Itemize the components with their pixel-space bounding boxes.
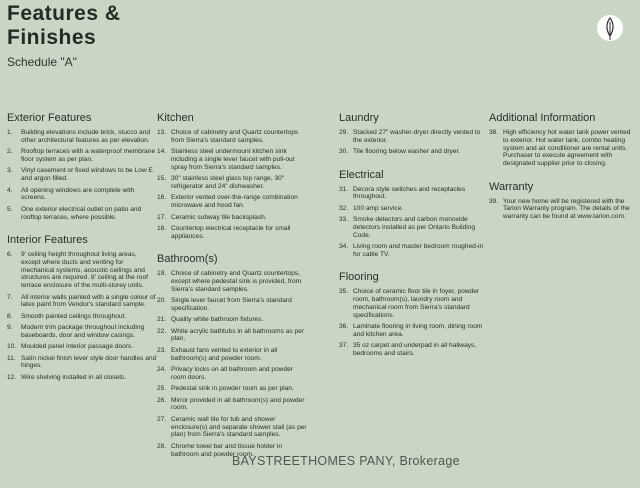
warranty-list: [489, 198, 637, 221]
item-text: 9' ceiling height throughout living areas, except where ducts and venting for mechanical systems, acoustic ceilings and structures are required. 8' ceiling at the roof terrace enclosure of the multi-storey units.: [21, 250, 148, 290]
item-text: Ceramic subway tile backsplash.: [171, 213, 267, 221]
list-item: [489, 129, 637, 168]
item-text: 35 oz carpet and underpad in all hallways, bedrooms and stairs.: [353, 342, 477, 358]
interior-list: [7, 251, 157, 382]
item-text: 100 amp service.: [353, 204, 404, 212]
title-line-1: Features &: [7, 2, 121, 25]
item-number: 35.: [339, 288, 349, 296]
list-item: [157, 194, 307, 210]
list-item: [157, 175, 307, 191]
item-text: All interior walls painted with a single colour of latex paint from Vendor's standard sample.: [21, 293, 156, 309]
flooring-list: [339, 288, 484, 358]
item-number: 38.: [489, 129, 499, 136]
list-item: [157, 347, 307, 363]
column-2: [157, 112, 307, 462]
list-item: [7, 343, 157, 351]
list-item: [7, 167, 157, 183]
item-text: Satin nickel finish lever style door handles and hinges.: [21, 354, 157, 370]
section-title-additional: Additional Information: [489, 112, 596, 124]
item-text: High efficiency hot water tank power vented to exterior. Hot water tank, combo heating system and air conditioner are rental units. Purchaser to execute agreement with designated supplier prior to closing.: [503, 129, 631, 168]
section-title-electrical: Electrical: [339, 168, 384, 181]
item-text: 30" stainless steel glass top range, 30" refrigerator and 24" dishwasher.: [171, 175, 285, 190]
list-item: [157, 328, 307, 344]
title-line-2: Finishes: [7, 26, 97, 49]
item-number: 30.: [339, 148, 349, 156]
item-text: Smoke detectors and carbon monoxide detectors installed as per Ontario Building Code.: [353, 216, 476, 239]
item-number: 36.: [339, 323, 349, 331]
item-number: 18.: [157, 224, 167, 232]
list-item: [7, 148, 157, 164]
section-title-kitchen: Kitchen: [157, 112, 194, 124]
list-item: [339, 342, 484, 358]
list-item: [157, 416, 307, 439]
laundry-list: [339, 129, 484, 156]
item-text: Building elevations include brick, stucco and other architectural features as per elevation.: [21, 129, 151, 144]
item-number: 22.: [157, 327, 167, 335]
item-text: Modern trim package throughout including baseboards, door and window casings.: [21, 324, 145, 339]
list-item: [7, 294, 157, 310]
section-title-interior: Interior Features: [7, 233, 88, 246]
list-item: [157, 214, 307, 222]
item-number: 14.: [157, 148, 167, 156]
item-text: White acrylic bathtubs in all bathrooms as per plan.: [171, 327, 305, 343]
list-item: [157, 385, 307, 393]
item-number: 23.: [157, 346, 167, 354]
item-number: 11.: [7, 354, 16, 362]
item-number: 29.: [339, 129, 349, 136]
item-number: 34.: [339, 243, 349, 251]
list-item: [7, 187, 157, 203]
item-text: Smooth painted ceilings throughout.: [21, 312, 127, 320]
item-number: 39.: [489, 197, 499, 205]
item-number: 12.: [7, 373, 17, 381]
list-item: [157, 270, 307, 293]
kitchen-list: [157, 129, 307, 241]
item-number: 3.: [7, 167, 13, 175]
section-title-exterior: Exterior Features: [7, 112, 92, 124]
item-text: Stacked 27" washer-dryer directly vented to the exterior.: [353, 129, 481, 144]
list-item: [7, 374, 157, 382]
item-text: Vinyl casement or fixed windows to be Low E and argon filled.: [21, 167, 153, 183]
item-number: 4.: [7, 186, 13, 194]
item-number: 21.: [157, 316, 167, 324]
item-text: Pedestal sink in powder room as per plan.: [171, 385, 294, 393]
item-text: Choice of cabinetry and Quartz countertops, except where pedestal sink is provided, from Sierra's standard samples.: [171, 270, 302, 293]
item-number: 37.: [339, 342, 349, 350]
item-number: 15.: [157, 175, 167, 183]
item-number: 19.: [157, 270, 167, 278]
electrical-list: [339, 186, 484, 259]
item-text: Rooftop terraces with a waterproof membrane floor system as per plan.: [21, 148, 156, 163]
item-number: 25.: [157, 385, 167, 393]
list-item: [339, 243, 484, 259]
list-item: [339, 288, 484, 319]
item-text: Ceramic wall tile for tub and shower enclosure(s) and separate shower stall (as per plan) from Sierra's standard samples.: [171, 415, 307, 439]
item-number: 20.: [157, 297, 167, 305]
list-item: [489, 198, 637, 221]
item-number: 33.: [339, 216, 349, 224]
item-number: 26.: [157, 396, 167, 404]
list-item: [157, 129, 307, 145]
list-item: [157, 316, 307, 324]
item-text: Privacy locks on all bathroom and powder room doors.: [171, 366, 294, 381]
item-text: All opening windows are complete with screens.: [21, 186, 135, 202]
list-item: [339, 323, 484, 339]
item-number: 31.: [339, 185, 349, 193]
item-text: Moulded panel interior passage doors.: [21, 343, 134, 351]
column-4: [489, 112, 637, 225]
list-item: [7, 206, 157, 222]
item-number: 28.: [157, 442, 167, 450]
list-item: [339, 129, 484, 145]
list-item: [157, 148, 307, 171]
item-text: Mirror provided in all bathroom(s) and powder room.: [171, 396, 305, 412]
item-text: Countertop electrical receptacle for small appliances.: [171, 224, 291, 240]
list-item: [157, 397, 307, 413]
item-text: Quality white bathroom fixtures.: [171, 316, 264, 324]
item-number: 2.: [7, 148, 13, 156]
list-item: [339, 205, 484, 213]
exterior-list: [7, 129, 157, 221]
item-text: Choice of cabinetry and Quartz countertops from Sierra's standard samples.: [171, 129, 299, 144]
item-text: Stainless steel undermount kitchen sink including a single lever faucet with pull-out spray from Sierra's standard samples.: [171, 148, 295, 171]
item-number: 10.: [7, 343, 17, 351]
item-text: Exterior vented over-the-range combination microwave and hood fan.: [171, 194, 298, 210]
item-number: 7.: [7, 293, 13, 301]
item-number: 6.: [7, 250, 13, 258]
list-item: [7, 355, 157, 371]
list-item: [339, 216, 484, 239]
column-1: [7, 112, 157, 385]
list-item: [7, 324, 157, 340]
list-item: [339, 148, 484, 156]
list-item: [339, 186, 484, 202]
item-text: Living room and master bedroom roughed-in for cable TV.: [353, 243, 484, 258]
item-text: Decora style switches and receptacles throughout.: [353, 185, 466, 201]
additional-list: [489, 129, 637, 168]
item-number: 27.: [157, 415, 167, 423]
item-number: 13.: [157, 129, 167, 136]
item-number: 16.: [157, 194, 167, 202]
list-item: [7, 251, 157, 290]
section-title-warranty: Warranty: [489, 180, 534, 193]
item-text: Laminate flooring in living room, dining room and kitchen area.: [353, 323, 483, 338]
item-text: Your new home will be registered with the Tarion Warranty program. The details of the warranty can be found at www.tarion.com.: [503, 197, 630, 221]
list-item: [157, 225, 307, 241]
item-text: Exhaust fans vented to exterior in all bathroom(s) and powder room.: [171, 346, 278, 362]
item-number: 1.: [7, 129, 13, 136]
page-title: [7, 2, 121, 50]
list-item: [7, 129, 157, 145]
list-item: [157, 297, 307, 313]
item-number: 5.: [7, 205, 13, 213]
item-text: Wire shelving installed in all closets.: [21, 373, 127, 381]
section-title-laundry: Laundry: [339, 112, 379, 124]
item-number: 9.: [7, 324, 13, 332]
page-subtitle: Schedule "A": [7, 55, 77, 69]
section-title-bathrooms: Bathroom(s): [157, 253, 218, 266]
item-number: 8.: [7, 312, 13, 320]
column-3: [339, 112, 484, 361]
list-item: [157, 366, 307, 382]
list-item: [7, 313, 157, 321]
item-text: Choice of ceramic floor tile in foyer, powder room, bathroom(s), laundry room and mechanical room from Sierra's standard specifications.: [353, 288, 480, 319]
item-text: Single lever faucet from Sierra's standard specification.: [171, 297, 292, 312]
item-text: Chrome towel bar and tissue holder in bathroom and powder room.: [171, 442, 283, 458]
item-number: 17.: [157, 213, 167, 221]
stylized-leaf-logo-icon: [595, 10, 625, 46]
item-text: Tile flooring below washer and dryer.: [353, 148, 461, 156]
item-number: 32.: [339, 204, 349, 212]
brokerage-watermark: BAYSTREETHOMES PANY, Brokerage: [232, 454, 460, 468]
item-text: One exterior electrical outlet on patio and rooftop terraces, where possible.: [21, 205, 142, 221]
bathrooms-list: [157, 270, 307, 458]
section-title-flooring: Flooring: [339, 271, 379, 284]
item-number: 24.: [157, 366, 167, 374]
